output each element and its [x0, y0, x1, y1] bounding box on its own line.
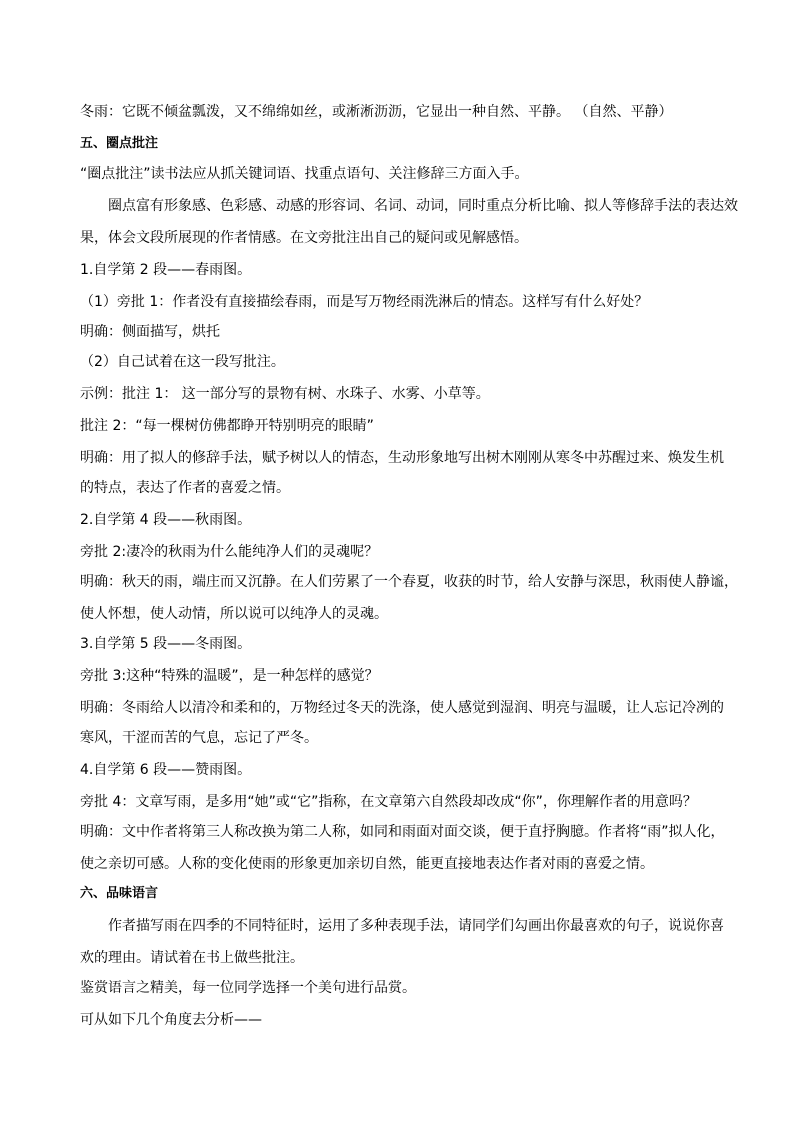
section-six-heading: 六、品味语言 — [80, 886, 159, 901]
paragraph-line: 作者描写雨在四季的不同特征时，运用了多种表现手法，请同学们勾画出你最喜欢的句子，说说你喜 — [108, 918, 724, 934]
paragraph-line: 果，体会文段所展现的作者情感。在文旁批注出自己的疑问或见解感悟。 — [80, 230, 528, 246]
annotation-method-line: “圈点批注”读书法应从抓关键词语、找重点语句、关注修辞三方面入手。 — [80, 166, 529, 182]
answer-line: 明确：侧面描写，烘托 — [80, 324, 220, 340]
side-note-autumn: 旁批 2:凄冷的秋雨为什么能纯净人们的灵魂呢？ — [80, 544, 379, 560]
answer-line-cont: 使人怀想，使人动情，所以说可以纯净人的灵魂。 — [80, 606, 388, 622]
study-item-4: 4.自学第 6 段——赞雨图。 — [80, 762, 252, 778]
paragraph-line: 圈点富有形象感、色彩感、动感的形容词、名词、动词，同时重点分析比喻、拟人等修辞手法的表达效 — [108, 198, 738, 214]
answer-line-cont: 寒风，干涩而苦的气息，忘记了严冬。 — [80, 730, 318, 746]
answer-line-cont: 使之亲切可感。人称的变化使雨的形象更加亲切自然，能更直接地表达作者对雨的喜爱之情。 — [80, 856, 654, 872]
study-item-2: 2.自学第 4 段——秋雨图。 — [80, 512, 252, 528]
answer-line-cont: 的特点，表达了作者的喜爱之情。 — [80, 480, 290, 496]
side-note-praise: 旁批 4：文章写雨，是多用“她”或“它”指称，在文章第六自然段却改成“你”，你理解作者的用意吗？ — [80, 794, 697, 810]
appreciation-line: 鉴赏语言之精美，每一位同学选择一个美句进行品赏。 — [80, 980, 416, 996]
side-note-winter: 旁批 3:这种“特殊的温暖”，是一种怎样的感觉？ — [80, 668, 379, 684]
analysis-angle-line: 可从如下几个角度去分析—— — [80, 1012, 262, 1028]
answer-line: 明确：冬雨给人以清冷和柔和的，万物经过冬天的洗涤，使人感觉到湿润、明亮与温暖，让人忘记冷冽的 — [80, 700, 724, 716]
study-item-3: 3.自学第 5 段——冬雨图。 — [80, 636, 252, 652]
section-five-heading: 五、圈点批注 — [80, 136, 159, 151]
side-note-2-prompt: （2）自己试着在这一段写批注。 — [80, 354, 285, 370]
example-line: 示例：批注 1： 这一部分写的景物有树、水珠子、水雾、小草等。 — [80, 386, 490, 402]
note-2-line: 批注 2：“每一棵树仿佛都睁开特别明亮的眼睛” — [80, 418, 374, 434]
winter-rain-line: 冬雨：它既不倾盆瓢泼，又不绵绵如丝，或淅淅沥沥，它显出一种自然、平静。 （自然、平静） — [80, 104, 673, 120]
answer-line: 明确：文中作者将第三人称改换为第二人称，如同和雨面对面交谈，便于直抒胸臆。作者将“雨”拟人化， — [80, 824, 725, 840]
paragraph-line-cont: 欢的理由。请试着在书上做些批注。 — [80, 950, 304, 966]
side-note-1: （1）旁批 1：作者没有直接描绘春雨，而是写万物经雨洗淋后的情态。这样写有什么好处？ — [80, 294, 649, 310]
study-item-1: 1.自学第 2 段——春雨图。 — [80, 262, 252, 278]
answer-line: 明确：秋天的雨，端庄而又沉静。在人们劳累了一个春夏，收获的时节，给人安静与深思，秋雨使人静谧， — [80, 574, 738, 590]
answer-line: 明确：用了拟人的修辞手法，赋予树以人的情态，生动形象地写出树木刚刚从寒冬中苏醒过来、焕发生机 — [80, 450, 724, 466]
